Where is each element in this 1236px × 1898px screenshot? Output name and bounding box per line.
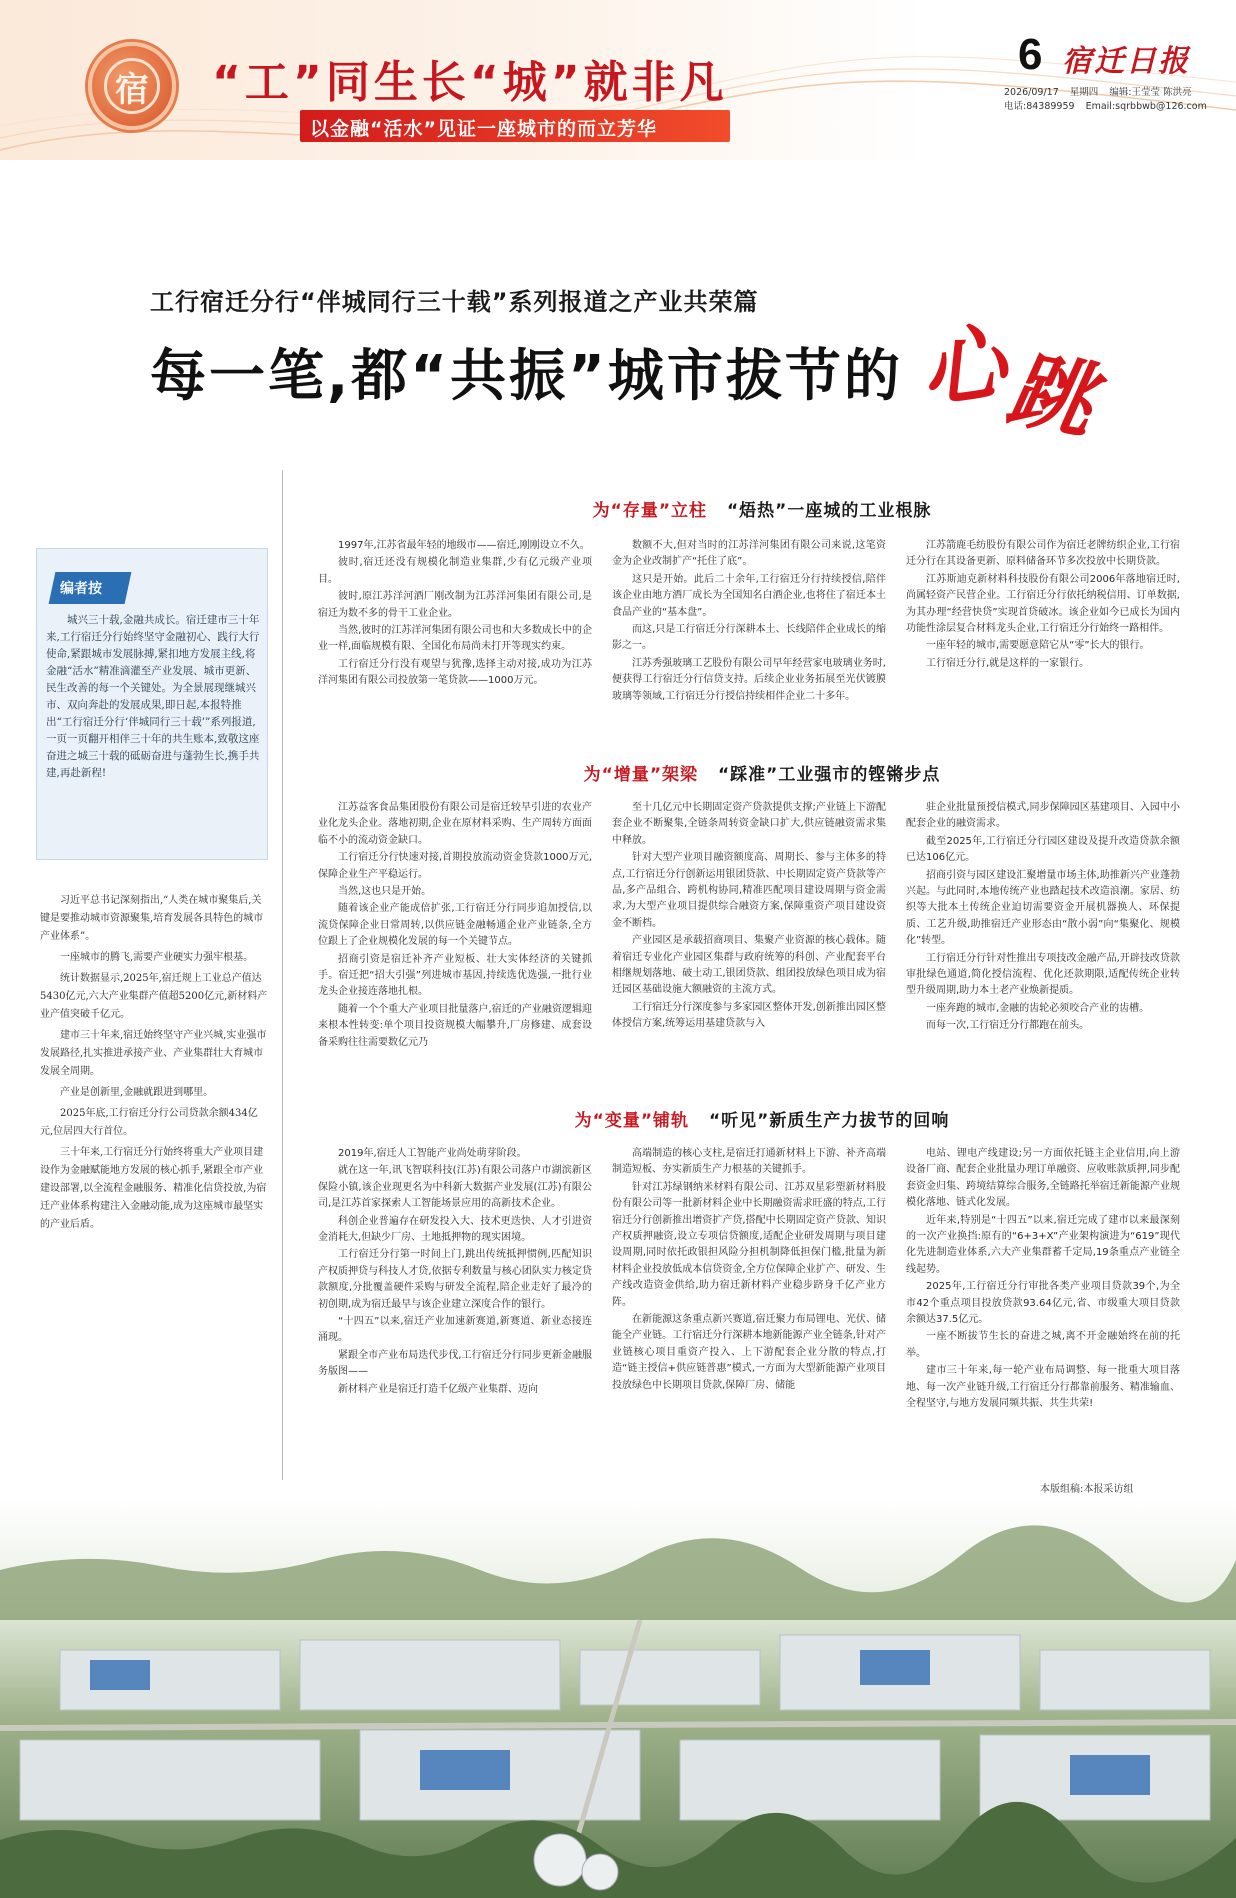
section-2-body bbox=[318, 800, 1180, 1052]
paragraph: 数额不大,但对当时的江苏洋河集团有限公司来说,这笔资金为企业改制扩产“托住了底”。 bbox=[612, 540, 886, 568]
left-paragraph: 三十年来,工行宿迁分行始终将重大产业项目建设作为金融赋能地方发展的核心抓手,紧跟全市产业建设部署,以全流程金融服务、精准化信贷投放,为宿迁产业体系构建注入金融动能,成为这座城市最坚实的产业后盾。 bbox=[40, 1147, 267, 1230]
section-1-title: “焐热”一座城的工业根脉 bbox=[727, 501, 932, 521]
paragraph: 工行宿迁分行第一时间上门,跳出传统抵押惯例,匹配知识产权质押贷与科技人才贷,依据专利数量与核心团队实力核定贷款额度,分批覆盖硬件采购与研发全流程,陪企业走好了最冷的初创期,成为宿迁最早与该企业建立深度合作的银行。 bbox=[318, 1249, 592, 1310]
page-theme-subtitle: 以金融“活水”见证一座城市的而立芳华 bbox=[310, 118, 657, 140]
section-3-heading bbox=[292, 1106, 1232, 1131]
paragraph: 工行宿迁分行没有观望与犹豫,选择主动对接,成功为江苏洋河集团有限公司投放第一笔贷款——1000万元。 bbox=[318, 658, 592, 687]
paragraph: 工行宿迁分行快速对接,首期投放流动资金贷款1000万元,保障企业生产平稳运行。 bbox=[318, 852, 592, 880]
paragraph: 江苏秀强玻璃工艺股份有限公司早年经营家电玻璃业务时,便获得工行宿迁分行信贷支持。后续企业业务拓展至光伏镀膜玻璃等领域,工行宿迁分行授信持续相伴企业二十多年。 bbox=[612, 657, 886, 702]
section-1-col-2 bbox=[612, 538, 886, 706]
issue-weekday: 星期四 bbox=[1069, 87, 1099, 98]
article-headline: 每一笔,都“共振”城市拔节的 bbox=[150, 344, 903, 409]
paragraph: 建市三十年来,每一轮产业布局调整、每一批重大项目落地、每一次产业链升级,工行宿迁分行都靠前服务、精准输血、全程坚守,与地方发展同频共振、共生共荣! bbox=[906, 1365, 1180, 1410]
paragraph: 江苏箭鹿毛纺股份有限公司作为宿迁老牌纺织企业,工行宿迁分行在其设备更新、原料储备环节多次投放中长期贷款。 bbox=[906, 540, 1180, 568]
paragraph: 彼时,宿迁还没有规模化制造业集群,少有亿元级产业项目。 bbox=[318, 557, 592, 585]
headline-calligraphy-1: 心 bbox=[914, 311, 1012, 422]
page-number: 6 bbox=[1018, 30, 1043, 79]
paragraph: 江苏益客食品集团股份有限公司是宿迁较早引进的农业产业化龙头企业。落地初期,企业在原材料采购、生产周转方面面临不小的流动资金缺口。 bbox=[318, 802, 592, 846]
paragraph: 1997年,江苏省最年轻的地级市——宿迁,刚刚设立不久。 bbox=[338, 540, 590, 551]
paragraph: 一座奔跑的城市,金融的齿轮必须咬合产业的齿槽。 bbox=[926, 1002, 1150, 1014]
logo-seal-glyph: 宿 bbox=[115, 69, 149, 110]
paragraph: 随着该企业产能成倍扩张,工行宿迁分行同步追加授信,以流贷保障企业日常周转,以供应链金融畅通企业产业链条,全方位跟上了企业规模化发展的每一个关键节点。 bbox=[318, 903, 592, 948]
paragraph: 至十几亿元中长期固定资产贷款提供支撑;产业链上下游配套企业不断聚集,全链条周转资金缺口扩大,供应链融资需求集中释放。 bbox=[612, 802, 886, 846]
paragraph: 招商引资是宿迁补齐产业短板、壮大实体经济的关键抓手。宿迁把“招大引强”列进城市基因,持续选优选强,一批行业龙头企业接连落地扎根。 bbox=[318, 953, 592, 998]
section-3-col-1 bbox=[318, 1146, 592, 1414]
paragraph: 工行宿迁分行,就是这样的一家银行。 bbox=[926, 657, 1090, 669]
paragraph: 驻企业批量预授信模式,同步保障园区基建项目、入园中小配套企业的融资需求。 bbox=[906, 802, 1180, 830]
paragraph: 江苏斯迪克新材料科技股份有限公司2006年落地宿迁时,尚属轻资产民营企业。工行宿迁分行依托纳税信用、订单数据,为其办理“经营快贷”实现首贷破冰。该企业如今已成长为国内功能性涂层复合材料龙头企业,工行宿迁分行始终一路相伴。 bbox=[906, 573, 1180, 635]
issue-contact bbox=[1004, 98, 1215, 112]
paragraph: 而这,只是工行宿迁分行深耕本土、长线陪伴企业成长的缩影之一。 bbox=[612, 624, 886, 652]
paragraph: 截至2025年,工行宿迁分行园区建设及提升改造贷款余额已达106亿元。 bbox=[906, 835, 1180, 864]
section-2-heading bbox=[292, 760, 1232, 785]
paragraph: “十四五”以来,宿迁产业加速新赛道,新赛道、新业态接连涌现。 bbox=[318, 1316, 592, 1344]
paragraph: 2019年,宿迁人工智能产业尚处萌芽阶段。 bbox=[338, 1148, 527, 1159]
aerial-industrial-park-photo bbox=[0, 1500, 1236, 1898]
section-1-col-3 bbox=[906, 538, 1180, 706]
page-theme-title: “工”同生长“城”就非凡 bbox=[212, 57, 728, 108]
left-paragraph: 习近平总书记深刻指出,“人类在城市聚集后,关键是要推动城市资源聚集,培育发展各具特色的城市产业体系”。 bbox=[40, 895, 264, 942]
left-paragraph: 一座城市的腾飞,需要产业硬实力强牢根基。 bbox=[60, 952, 254, 963]
issue-date: 2026/09/17 bbox=[1004, 87, 1059, 98]
paragraph: 2025年,工行宿迁分行审批各类产业项目贷款39个,为全市42个重点项目投放贷款93.64亿元,省、市级重大项目贷款余额达37.5亿元。 bbox=[906, 1281, 1180, 1326]
paragraph: 就在这一年,讯飞智联科技(江苏)有限公司落户市湖滨新区保险小镇,该企业现更名为中科新大数据产业发展(江苏)有限公司,是江苏首家探索人工智能场景应用的高新技术企业。 bbox=[318, 1165, 592, 1210]
paragraph: 当然,彼时的江苏洋河集团有限公司也和大多数成长中的企业一样,面临规模有限、全国化布局尚未打开等现实约束。 bbox=[318, 625, 592, 653]
paragraph: 针对江苏绿钢纳米材料有限公司、江苏双星彩塑新材料股份有限公司等一批新材料企业中长期融资需求旺盛的特点,工行宿迁分行创新推出增资扩产贷,搭配中长期固定资产贷款、知识产权质押融资,设立专项信贷额度,适配企业研发周期与项目建设周期,同时依托政银担风险分担机制降低担保门槛,批量为新材料企业投放低成本信贷资金,全方位保障企业扩产、研发、生产线改造资金供给,助力宿迁新材料产业稳步跻身千亿产业方阵。 bbox=[612, 1181, 886, 1308]
series-title: 工行宿迁分行“伴城同行三十载”系列报道之产业共荣篇 bbox=[150, 288, 759, 316]
paragraph: 当然,这也只是开始。 bbox=[338, 886, 432, 898]
left-paragraph: 建市三十年来,宿迁始终坚守产业兴城,实业强市发展路径,扎实推进承接产业、产业集群壮大育城市发展全周期。 bbox=[40, 1030, 267, 1077]
issue-editor: 编辑:王莹莹 陈洪亮 bbox=[1109, 87, 1192, 98]
section-3-body bbox=[318, 1146, 1180, 1414]
section-2-col-1 bbox=[318, 800, 592, 1052]
editor-note-label: 编者按 bbox=[60, 581, 102, 597]
paragraph: 近年来,特别是“十四五”以来,宿迁完成了建市以来最深刻的一次产业换挡:原有的“6+3+X”产业架构演进为“619”现代化先进制造业体系,六大产业集群蓄千定局,19条重点产业链全线起势。 bbox=[906, 1214, 1180, 1275]
section-2-col-3 bbox=[906, 800, 1180, 1052]
paragraph: 紧跟全市产业布局迭代步伐,工行宿迁分行同步更新金融服务版图—— bbox=[318, 1349, 592, 1378]
paragraph: 产业园区是承载招商项目、集聚产业资源的核心载体。随着宿迁专业化产业园区集群与政府统筹的科创、产业配套平台相继规划落地、破土动工,银团贷款、组团投放绿色项目成为宿迁园区基础设施大额融资的主流方式。 bbox=[612, 935, 886, 996]
issue-phone: 电话:84389959 bbox=[1004, 101, 1075, 112]
section-1-heading bbox=[292, 496, 1232, 521]
paragraph: 彼时,原江苏洋河酒厂刚改制为江苏洋河集团有限公司,是宿迁为数不多的骨干工业企业。 bbox=[318, 591, 592, 619]
column-divider bbox=[282, 470, 283, 1480]
section-1-body bbox=[318, 538, 1180, 706]
paragraph: 这只是开始。此后二十余年,工行宿迁分行持续授信,陪伴该企业由地方酒厂成长为全国知名白酒企业,也将住了宿迁本土食品产业的“基本盘”。 bbox=[612, 573, 886, 618]
paragraph: 一座不断拔节生长的奋进之城,离不开金融始终在前的托举。 bbox=[906, 1331, 1180, 1359]
paragraph: 针对大型产业项目融资额度高、周期长、参与主体多的特点,工行宿迁分行创新运用银团贷款、中长期固定资产贷款等产品,多产品组合、跨机构协同,精准匹配项目建设周期与资金需求,为大型产业项目提供综合融资方案,保障重资产项目建设资金不断档。 bbox=[612, 852, 886, 929]
section-3-col-3 bbox=[906, 1146, 1180, 1414]
paragraph: 科创企业普遍存在研发投入大、技术更迭快、人才引进资金消耗大,但缺少厂房、土地抵押物的现实困境。 bbox=[318, 1215, 592, 1244]
issue-meta bbox=[1004, 84, 1200, 98]
section-3-title: “听见”新质生产力拔节的回响 bbox=[709, 1111, 950, 1131]
paragraph: 工行宿迁分行针对性推出专项技改金融产品,开辟技改贷款审批绿色通道,简化授信流程、优化还款期限,适配传统企业转型升级周期,助力本土老产业焕新提质。 bbox=[906, 952, 1180, 997]
paragraph: 在新能源这条重点新兴赛道,宿迁聚力布局锂电、光伏、储能全产业链。工行宿迁分行深耕本地新能源产业全链条,针对产业链核心项目重资产投入、上下游配套企业分散的特点,打造“链主授信+供应链普惠”模式,一方面为大型新能源产业项目投放绿色中长期项目贷款,保障厂房、储能 bbox=[612, 1314, 886, 1391]
paragraph: 高端制造的核心支柱,是宿迁打通新材料上下游、补齐高端制造短板、夯实新质生产力根基的关键抓手。 bbox=[612, 1148, 886, 1176]
headline-calligraphy-2: 跳 bbox=[1001, 338, 1101, 451]
paragraph: 而每一次,工行宿迁分行都跑在前头。 bbox=[926, 1020, 1090, 1032]
left-paragraph: 统计数据显示,2025年,宿迁规上工业总产值达5430亿元,六大产业集群产值超5200亿元,新材料产业产值突破千亿元。 bbox=[40, 973, 268, 1020]
section-2-title: “踩准”工业强市的铿锵步点 bbox=[718, 765, 941, 785]
section-3-col-2 bbox=[612, 1146, 886, 1414]
paragraph: 新材料产业是宿迁打造千亿级产业集群、迈向 bbox=[338, 1383, 538, 1395]
logo-seal bbox=[88, 42, 176, 130]
left-paragraph: 2025年底,工行宿迁分行公司贷款余额434亿元,位居四大行首位。 bbox=[40, 1108, 258, 1137]
left-paragraph: 产业是创新里,金融就跟进到哪里。 bbox=[60, 1087, 214, 1098]
section-2-col-2 bbox=[612, 800, 886, 1052]
paragraph: 一座年轻的城市,需要愿意陪它从“零”长大的银行。 bbox=[926, 640, 1150, 652]
issue-email: Email:sqrbbwb@126.com bbox=[1085, 101, 1207, 112]
newspaper-name: 宿迁日报 bbox=[1062, 44, 1190, 79]
section-1-col-1 bbox=[318, 538, 592, 706]
byline: 本版组稿:本报采访组 bbox=[1040, 1484, 1134, 1495]
paragraph: 电站、锂电产线建设;另一方面依托链主企业信用,向上游设备厂商、配套企业批量办理订单融资、应收账款质押,同步配套资金归集、跨境结算综合服务,全链路托举宿迁新能源产业规模化落地、链式化发展。 bbox=[906, 1148, 1180, 1209]
section-1-tag: 为“存量”立柱 bbox=[592, 501, 707, 521]
paragraph: 招商引资与园区建设汇聚增量市场主体,助推新兴产业蓬勃兴起。与此同时,本地传统产业也踏起技术改造浪潮。家居、纺织等大批本土传统企业迫切需要资金开展机器换人、环保提质、工艺升级,助推宿迁产业形态由“散小弱”向“集聚化、规模化”转型。 bbox=[906, 869, 1180, 947]
paragraph: 工行宿迁分行深度参与多家园区整体开发,创新推出园区整体授信方案,统筹运用基建贷款与入 bbox=[612, 1001, 886, 1030]
section-2-tag: 为“增量”架梁 bbox=[583, 765, 698, 785]
editor-note-text: 城兴三十载,金融共成长。宿迁建市三十年来,工行宿迁分行始终坚守金融初心、践行大行使命,紧跟城市发展脉搏,紧扣地方发展主线,将金融“活水”精准滴灌至产业发展、城市更新、民生改善的每一个关键处。为全景展现继城兴市、双向奔赴的发展成果,即日起,本报特推出“工行宿迁分行‘伴城同行三十载’”系列报道,一页一页翻开相伴三十年的共生账本,致敬这座奋进之城三十载的砥砺奋进与蓬勃生长,携手共建,再赴新程! bbox=[46, 614, 260, 779]
left-commentary-column bbox=[40, 892, 268, 1237]
section-3-tag: 为“变量”铺轨 bbox=[574, 1111, 689, 1131]
paragraph: 随着一个个重大产业项目批量落户,宿迁的产业融资逻辑迎来根本性转变:单个项目投资规模大幅攀升,厂房修建、成套设备采购往往需要数亿元乃 bbox=[318, 1003, 592, 1048]
